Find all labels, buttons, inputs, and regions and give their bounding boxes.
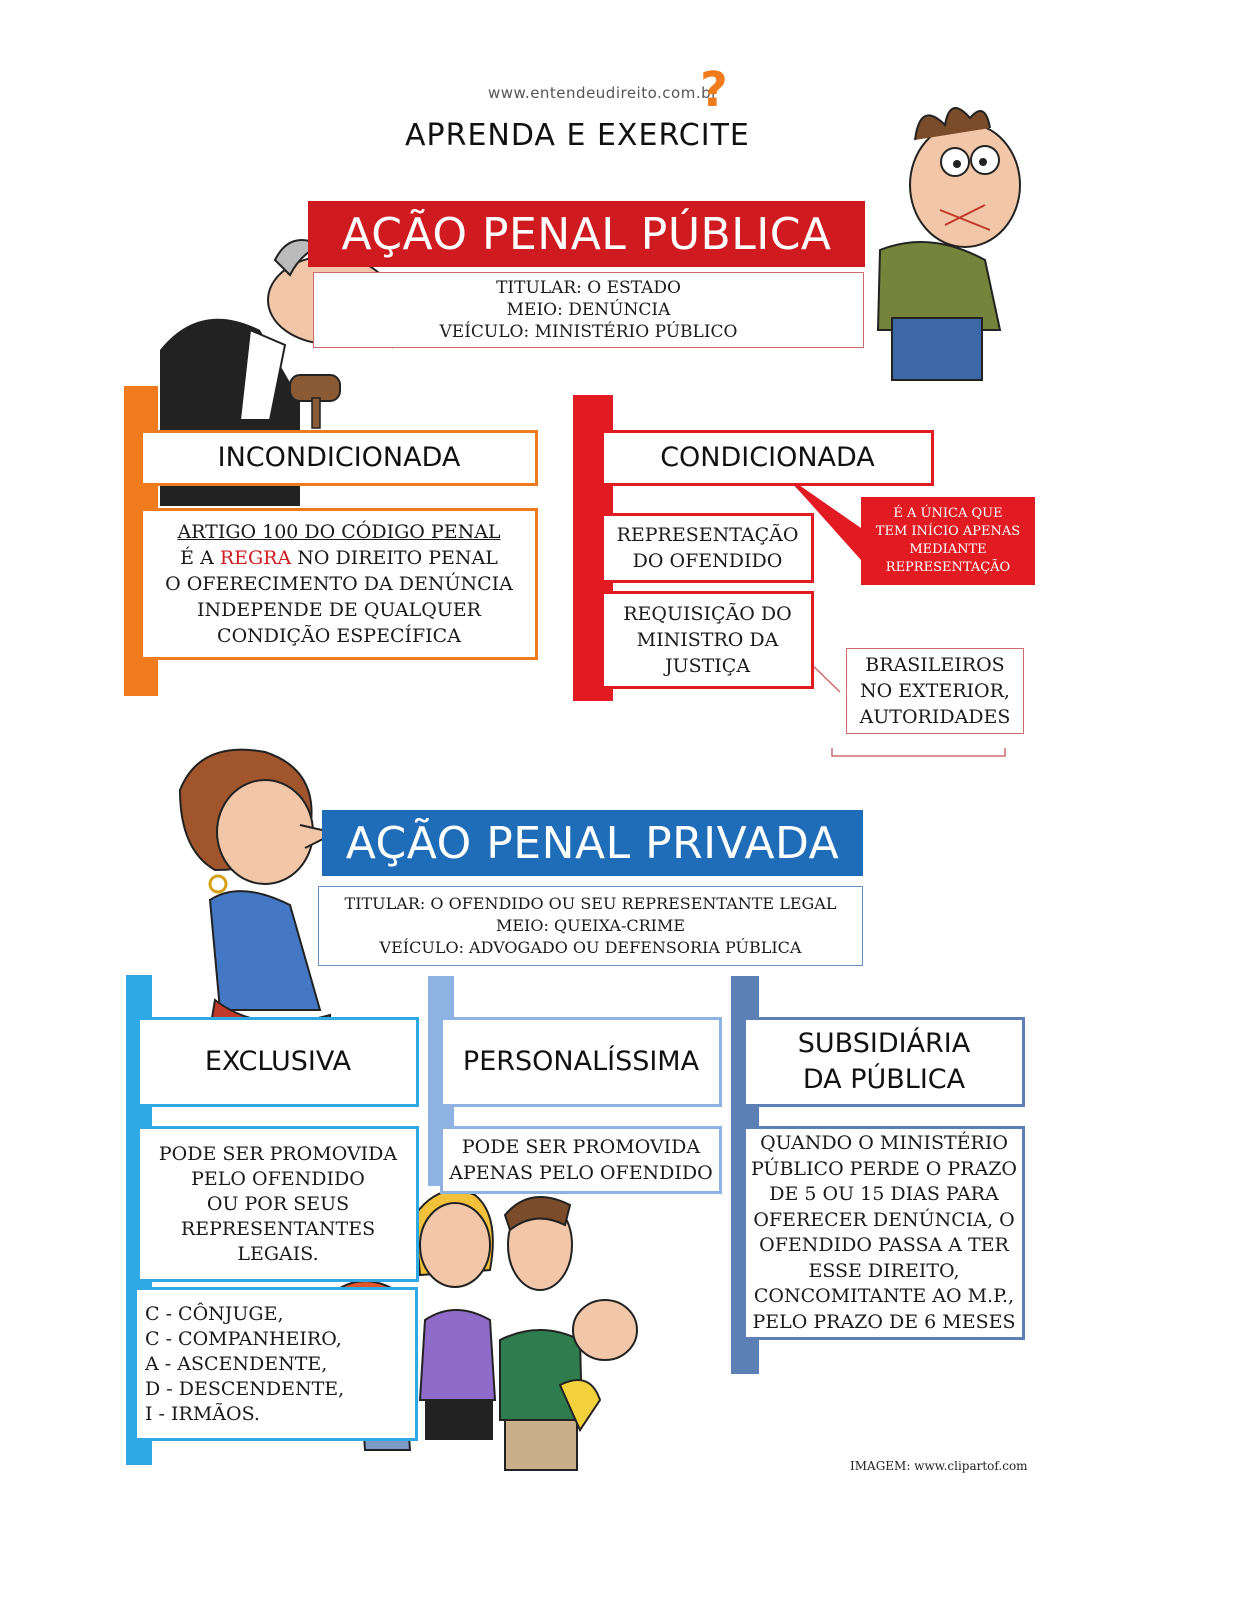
image-credit: IMAGEM: www.clipartof.com: [850, 1459, 1028, 1473]
requisicao-box: REQUISIÇÃO DO MINISTRO DA JUSTIÇA: [601, 591, 814, 689]
cadi-list: [137, 1287, 418, 1441]
exclusiva-body: PODE SER PROMOVIDA PELO OFENDIDO OU POR SEUS REPRESENTANTES LEGAIS.: [137, 1126, 419, 1282]
publica-info: [313, 272, 864, 348]
cadi-ascendente: A - ASCENDENTE,: [145, 1352, 328, 1375]
incondicionada-heading: INCONDICIONADA: [140, 430, 538, 486]
woman-illustration: [180, 750, 335, 1030]
regra-highlight: REGRA: [219, 547, 292, 569]
callout-unica: É A ÚNICA QUE TEM INÍCIO APENAS MEDIANTE REPRESENTAÇÃO: [861, 497, 1035, 585]
privada-info-titular: TITULAR: O OFENDIDO OU SEU REPRESENTANTE LEGAL: [344, 894, 837, 913]
callout-brasileiros: BRASILEIROS NO EXTERIOR, AUTORIDADES: [846, 648, 1024, 734]
publica-title: AÇÃO PENAL PÚBLICA: [308, 201, 865, 267]
incondicionada-artigo: ARTIGO 100 DO CÓDIGO PENAL: [177, 521, 501, 543]
personalissima-heading: PERSONALÍSSIMA: [440, 1017, 722, 1107]
representacao-box: REPRESENTAÇÃO DO OFENDIDO: [601, 513, 814, 583]
personalissima-body: PODE SER PROMOVIDA APENAS PELO OFENDIDO: [440, 1126, 722, 1194]
publica-info-veiculo: VEÍCULO: MINISTÉRIO PÚBLICO: [439, 322, 738, 342]
question-mark-logo-icon: ?: [700, 62, 728, 118]
subsidiaria-body: QUANDO O MINISTÉRIO PÚBLICO PERDE O PRAZO DE 5 OU 15 DIAS PARA OFERECER DENÚNCIA, O OFENDIDO PASSA A TER ESSE DIREITO, CONCOMITANTE AO M.P., PELO PRAZO DE 6 MESES: [743, 1126, 1025, 1340]
privada-info: [318, 886, 863, 966]
callout-bracket: [832, 748, 1005, 756]
site-url: www.entendeudireito.com.br: [488, 84, 718, 102]
incondicionada-regra-line: É A REGRA NO DIREITO PENAL: [180, 547, 498, 569]
privada-info-veiculo: VEÍCULO: ADVOGADO OU DEFENSORIA PÚBLICA: [379, 938, 802, 957]
cadi-companheiro: C - COMPANHEIRO,: [145, 1327, 342, 1350]
privada-title: AÇÃO PENAL PRIVADA: [322, 810, 863, 876]
publica-info-meio: MEIO: DENÚNCIA: [506, 300, 671, 320]
condicionada-heading: CONDICIONADA: [601, 430, 934, 486]
subsidiaria-heading: SUBSIDIÁRIA DA PÚBLICA: [743, 1017, 1025, 1107]
publica-info-titular: TITULAR: O ESTADO: [496, 278, 681, 298]
page-subtitle: APRENDA E EXERCITE: [405, 118, 750, 153]
cadi-irmaos: I - IRMÃOS.: [145, 1402, 260, 1425]
cadi-conjuge: C - CÔNJUGE,: [145, 1302, 284, 1325]
privada-info-meio: MEIO: QUEIXA-CRIME: [495, 916, 686, 935]
worried-man-illustration: [878, 108, 1020, 380]
incondicionada-body: ARTIGO 100 DO CÓDIGO PENAL É A REGRA NO DIREITO PENAL O OFERECIMENTO DA DENÚNCIA INDEPENDE DE QUALQUER CONDIÇÃO ESPECÍFICA: [140, 508, 538, 660]
exclusiva-heading: EXCLUSIVA: [137, 1017, 419, 1107]
cadi-descendente: D - DESCENDENTE,: [145, 1377, 345, 1400]
